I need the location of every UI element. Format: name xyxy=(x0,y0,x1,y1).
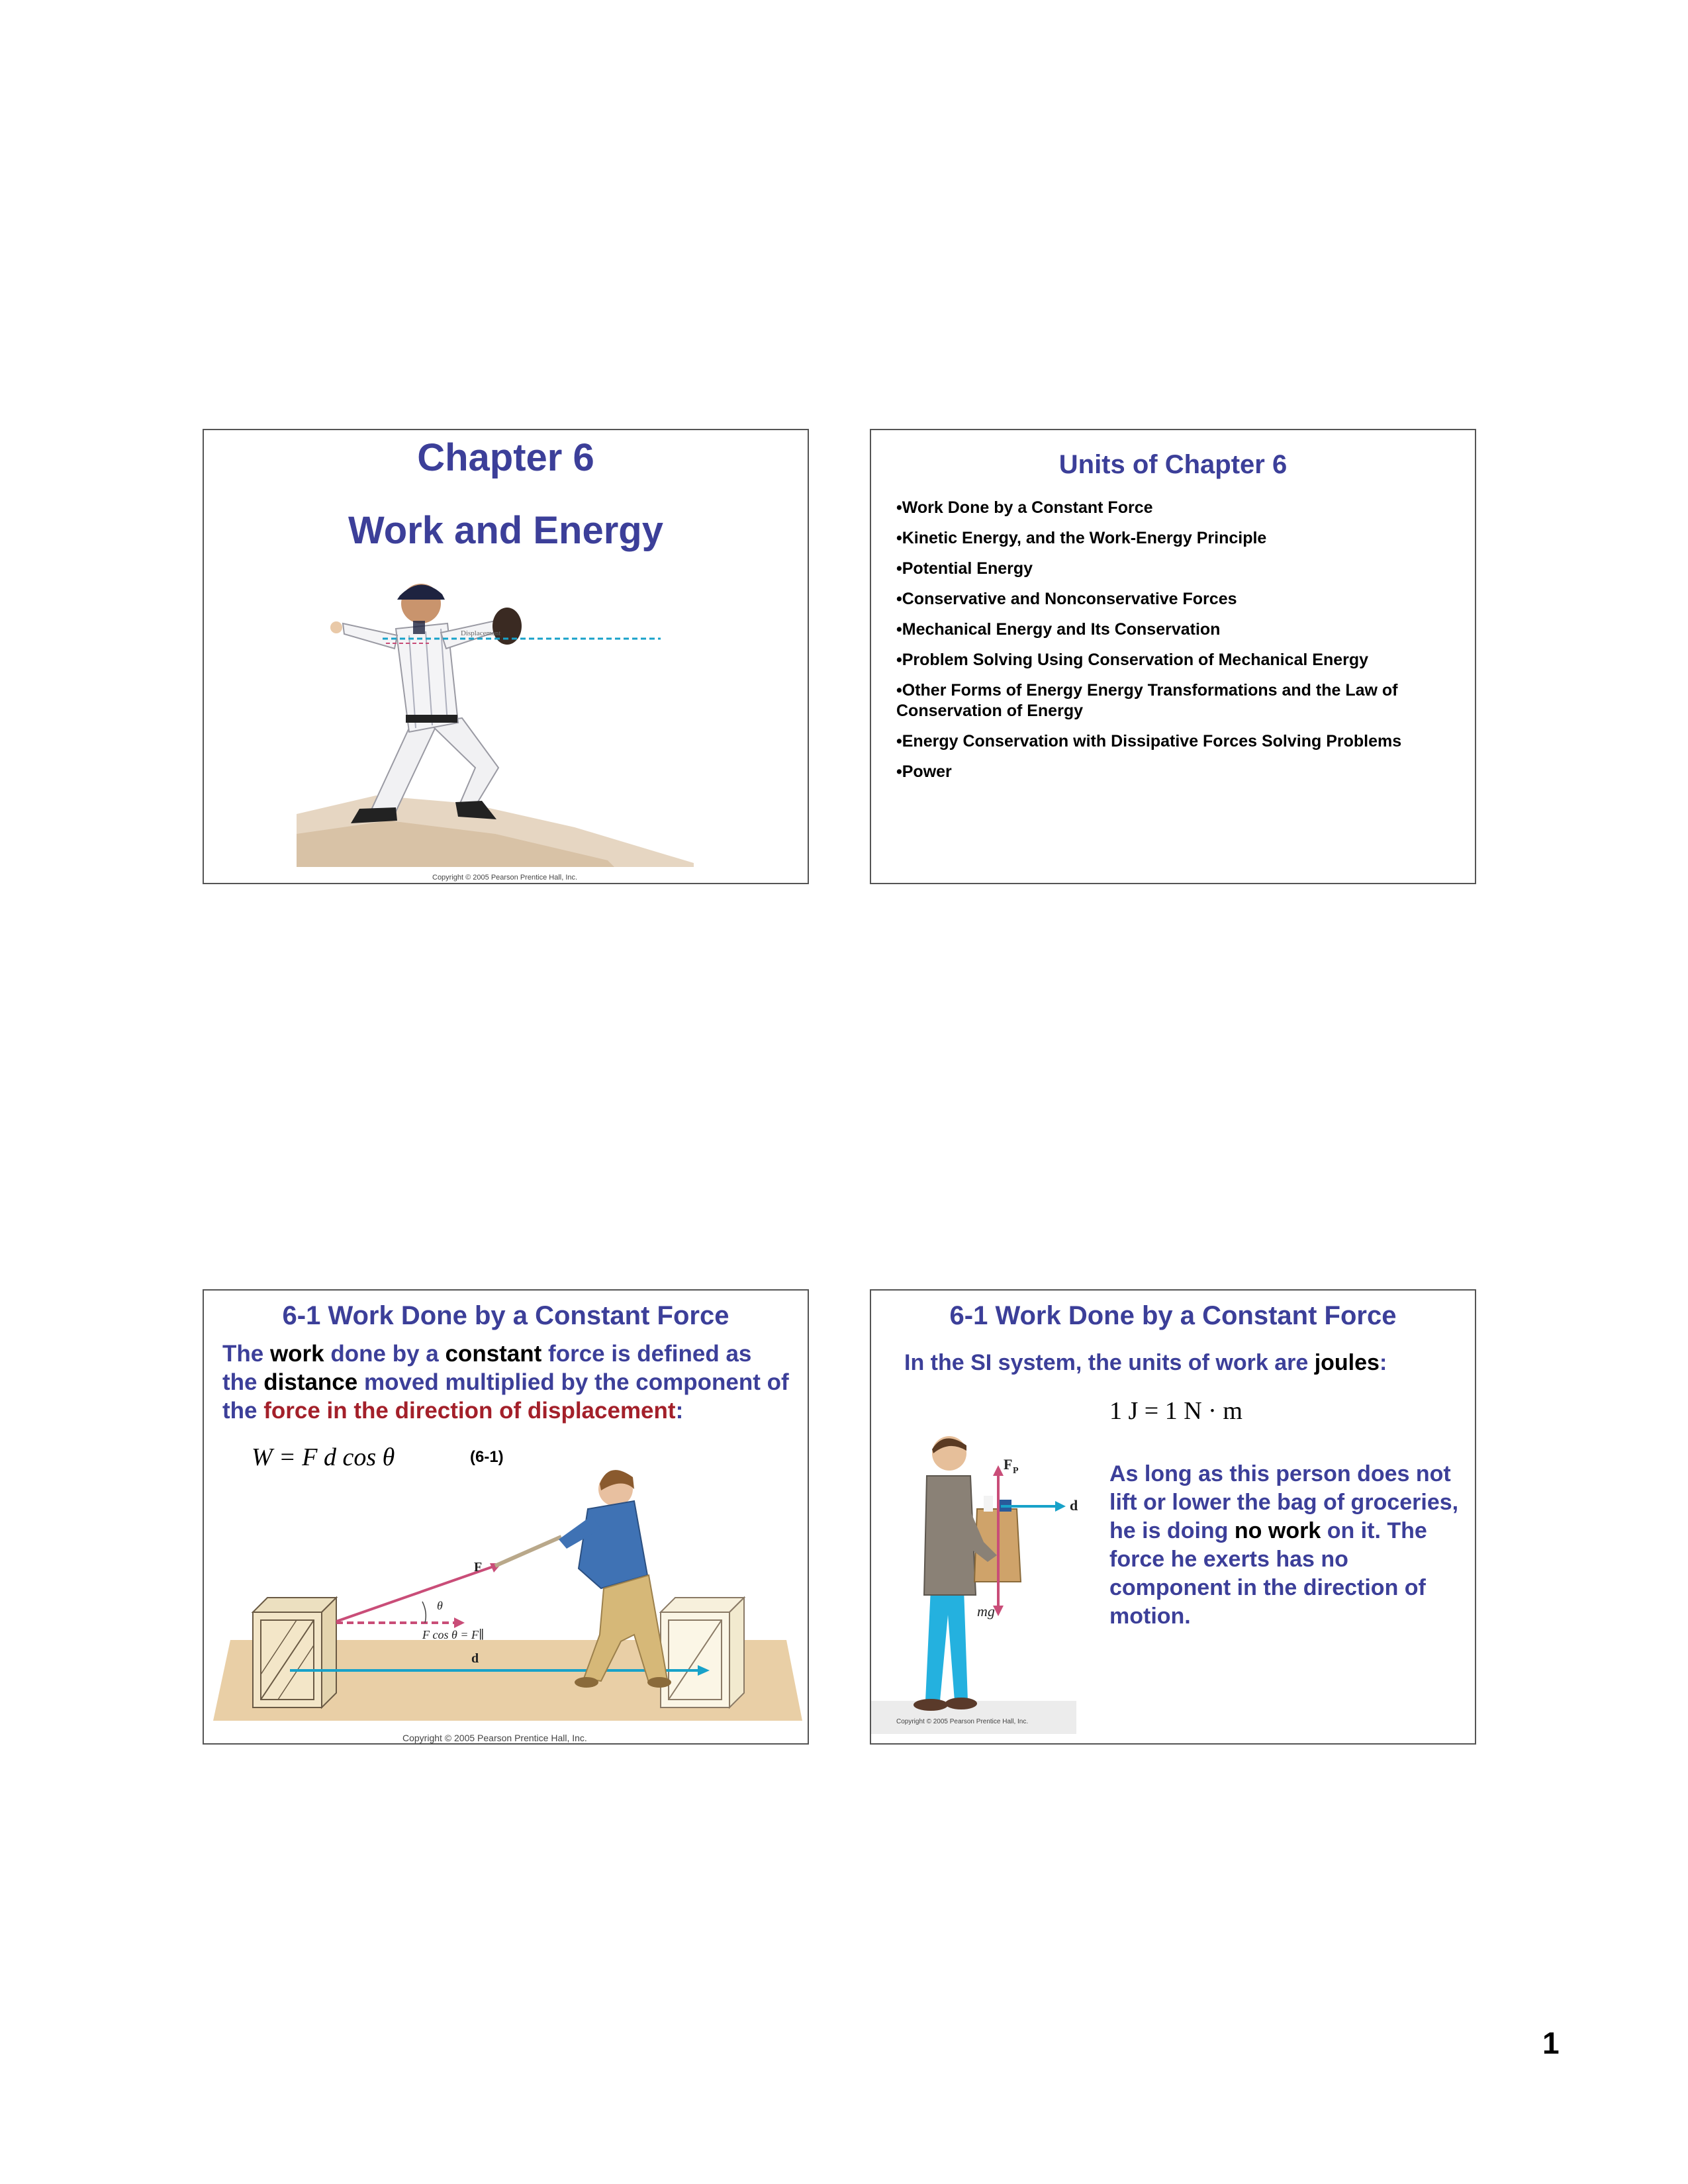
displacement-label: Displacement xyxy=(461,629,501,637)
units-list xyxy=(896,498,1459,792)
pitcher-illustration xyxy=(297,549,733,867)
chapter-subtitle: Work and Energy xyxy=(348,509,663,552)
list-item: •Kinetic Energy, and the Work-Energy Principle xyxy=(896,529,1267,547)
si-joules: joules xyxy=(1314,1350,1380,1375)
def-text: The xyxy=(222,1341,270,1367)
slide-chapter-title xyxy=(203,429,809,884)
slide-joules xyxy=(870,1289,1476,1745)
def-text: done by a xyxy=(324,1341,445,1367)
fp-label: F xyxy=(1004,1456,1013,1473)
no-work: no work xyxy=(1234,1518,1321,1543)
slide-title: 6-1 Work Done by a Constant Force xyxy=(282,1301,729,1330)
def-text: : xyxy=(675,1398,684,1424)
list-item: •Work Done by a Constant Force xyxy=(896,498,1153,517)
theta-label: θ xyxy=(437,1599,443,1612)
d-label: d xyxy=(1070,1497,1078,1514)
list-item: •Problem Solving Using Conservation of Mechanical Energy xyxy=(896,651,1369,669)
list-item: •Conservative and Nonconservative Forces xyxy=(896,590,1237,608)
slide-title: 6-1 Work Done by a Constant Force xyxy=(949,1301,1397,1330)
si-units-text xyxy=(904,1350,1454,1376)
list-item: •Potential Energy xyxy=(896,559,1033,578)
list-item: •Energy Conservation with Dissipative Forces Solving Problems xyxy=(896,732,1402,751)
list-item: •Mechanical Energy and Its Conservation xyxy=(896,620,1221,639)
copyright: Copyright © 2005 Pearson Prentice Hall, Inc. xyxy=(402,1733,587,1743)
joule-equation: 1 J = 1 N · m xyxy=(1109,1397,1243,1425)
list-item: •Other Forms of Energy Energy Transformations and the Law of Conservation of Energy xyxy=(896,681,1398,720)
fp-subscript: P xyxy=(1013,1466,1019,1476)
page-number: 1 xyxy=(1542,2026,1560,2060)
grocery-carrier-illustration xyxy=(871,1390,1103,1734)
slide-work-definition xyxy=(203,1289,809,1745)
crate-pull-illustration xyxy=(204,1291,809,1745)
mg-label: mg xyxy=(977,1603,995,1619)
slide-units xyxy=(870,429,1476,884)
def-text: moved multiplied by the component of the xyxy=(222,1369,789,1424)
work-equation: W = F d cos θ xyxy=(252,1443,395,1471)
fcos-label: F cos θ = F∥ xyxy=(422,1628,485,1641)
copyright: Copyright © 2005 Pearson Prentice Hall, Inc. xyxy=(896,1718,1029,1725)
def-text: force is defined as the xyxy=(222,1341,752,1395)
no-work-explanation xyxy=(1109,1460,1467,1631)
def-distance: distance xyxy=(263,1369,358,1395)
explanation-text: on it. The force he exerts has no component in the direction of motion. xyxy=(1109,1518,1427,1629)
copyright: Copyright © 2005 Pearson Prentice Hall, Inc. xyxy=(432,874,578,882)
chapter-title: Chapter 6 xyxy=(417,436,594,479)
list-item: •Power xyxy=(896,762,952,781)
equation-number: (6-1) xyxy=(470,1448,504,1466)
force-label: F xyxy=(474,1560,483,1574)
explanation-text: As long as this person does not lift or lower the bag of groceries, he is doing xyxy=(1109,1461,1459,1543)
d-label: d xyxy=(471,1651,479,1666)
def-work: work xyxy=(269,1341,324,1367)
units-title: Units of Chapter 6 xyxy=(1058,450,1288,479)
def-constant: constant xyxy=(445,1341,542,1367)
def-force-direction: force in the direction of displacement xyxy=(263,1398,676,1424)
si-text: : xyxy=(1379,1350,1387,1375)
si-text: In the SI system, the units of work are xyxy=(904,1350,1315,1375)
